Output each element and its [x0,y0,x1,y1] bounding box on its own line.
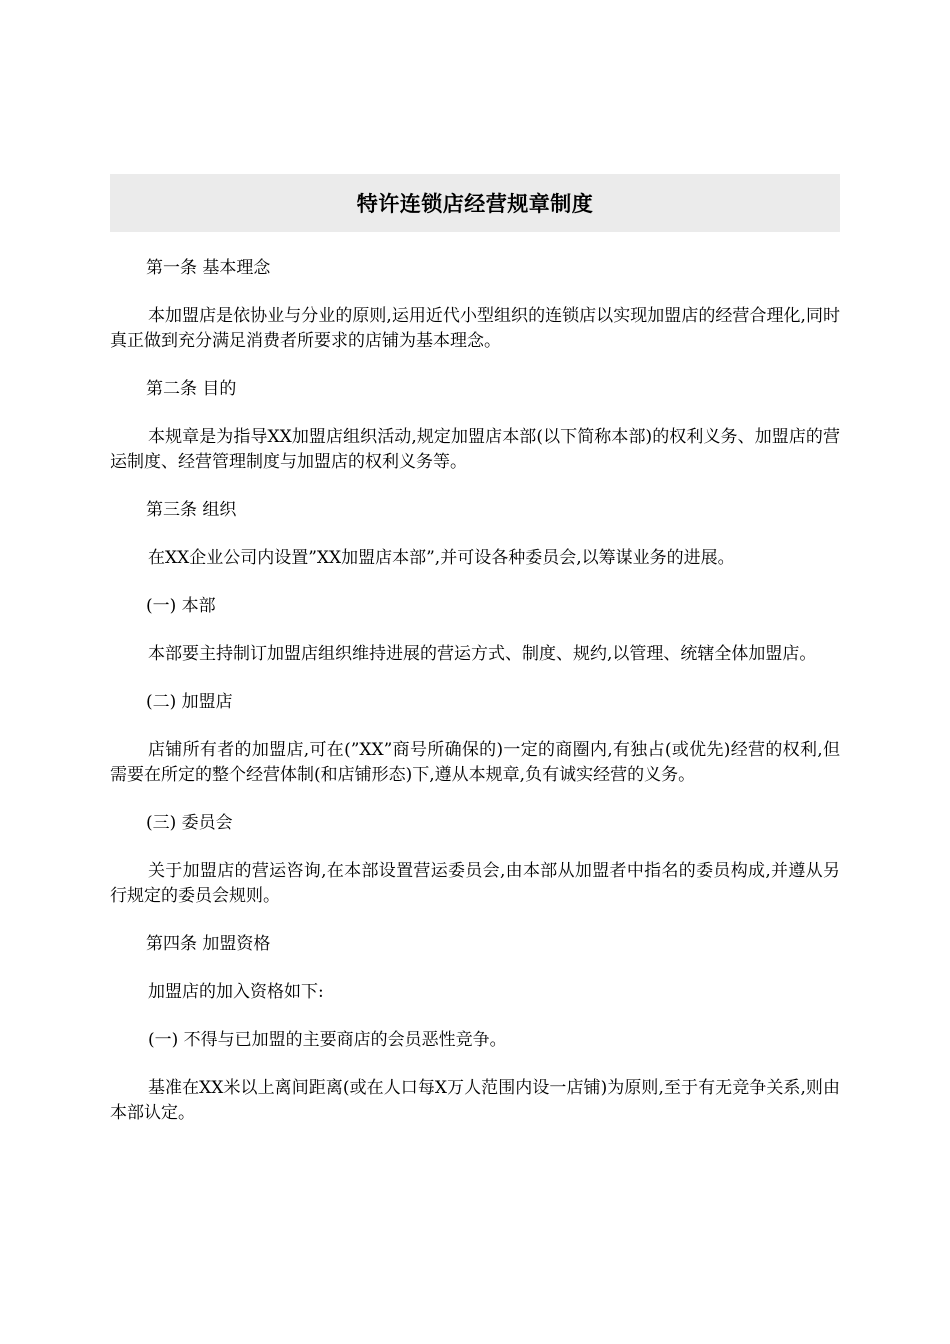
article-heading: 第三条 组织 [146,500,237,520]
paragraph: 在XX企业公司内设置”XX加盟店本部”,并可设各种委员会,以筹谋业务的进展。 [148,548,735,568]
title-banner [110,174,840,232]
section-heading: (二) 加盟店 [146,692,233,712]
article-heading: 第二条 目的 [146,379,237,399]
article-heading: 第一条 基本理念 [146,258,271,278]
document-body [110,256,840,1126]
paragraph: 店铺所有者的加盟店,可在(”XX”商号所确保的)一定的商圈内,有独占(或优先)经营的权利,但需要在所定的整个经营体制(和店铺形态)下,遵从本规章,负有诚实经营的义务。 [110,740,840,785]
section-heading: (一) 本部 [146,596,216,616]
paragraph: 加盟店的加入资格如下: [148,982,324,1002]
paragraph: 基准在XX米以上离间距离(或在人口每X万人范围内设一店铺)为原则,至于有无竞争关系,则由本部认定。 [110,1078,840,1123]
paragraph: 关于加盟店的营运咨询,在本部设置营运委员会,由本部从加盟者中指名的委员构成,并遵从另行规定的委员会规则。 [110,861,840,906]
paragraph: 本加盟店是依协业与分业的原则,运用近代小型组织的连锁店以实现加盟店的经营合理化,同时真正做到充分满足消费者所要求的店铺为基本理念。 [110,306,840,351]
article-heading: 第四条 加盟资格 [146,934,271,954]
section-heading: (一) 不得与已加盟的主要商店的会员恶性竞争。 [148,1030,507,1050]
document-page [110,174,840,1149]
paragraph: 本规章是为指导XX加盟店组织活动,规定加盟店本部(以下简称本部)的权利义务、加盟店的营运制度、经营管理制度与加盟店的权利义务等。 [110,427,840,472]
document-title: 特许连锁店经营规章制度 [356,192,594,216]
section-heading: (三) 委员会 [146,813,233,833]
paragraph: 本部要主持制订加盟店组织维持进展的营运方式、制度、规约,以管理、统辖全体加盟店。 [148,644,817,664]
